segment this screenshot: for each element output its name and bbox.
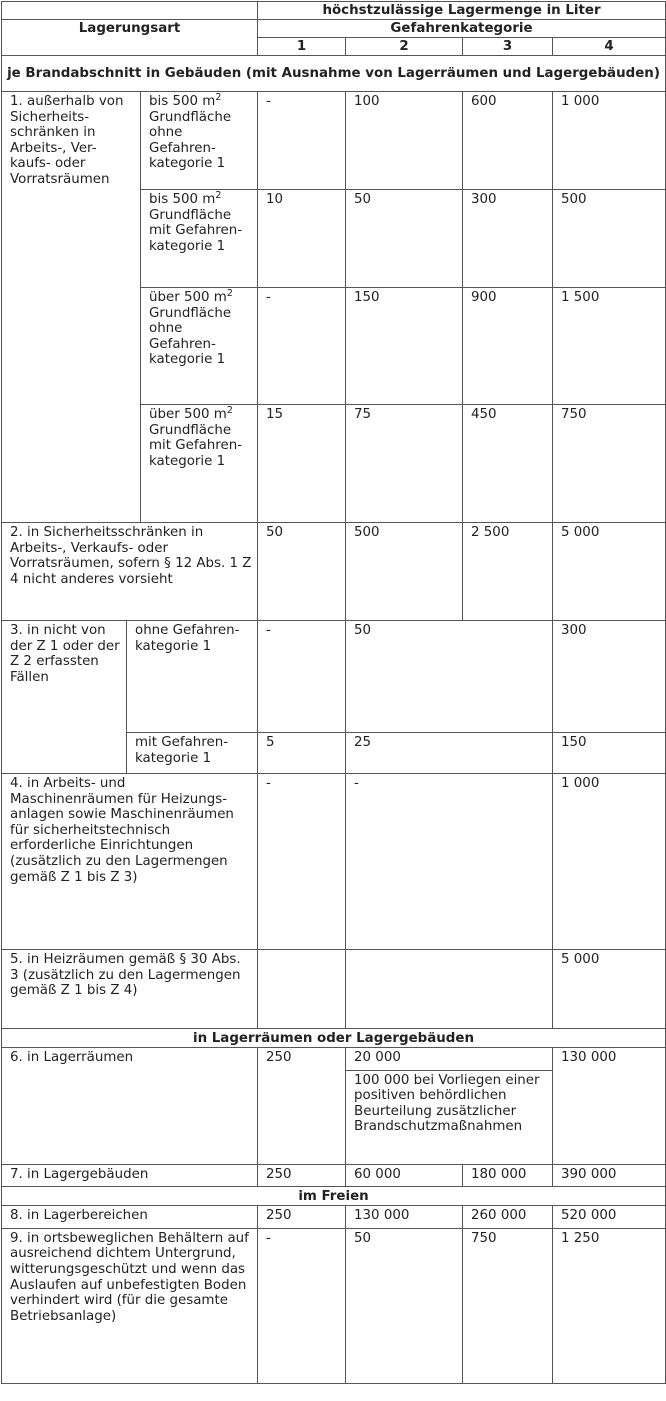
value-cell: - xyxy=(258,92,346,190)
header-max-amount: höchstzulässige Lagermenge in Liter xyxy=(258,2,666,20)
value-cell: 300 xyxy=(463,190,553,288)
value-note-cell: 100 000 bei Vorliegen einer positiven behördlichen Beurteilung zusätzlicher Brandschutzmaßnahmen xyxy=(346,1070,553,1164)
value-cell: 50 xyxy=(346,1228,463,1383)
value-cell: 390 000 xyxy=(553,1164,666,1187)
sub-label: über 500 $m^2$ Grundfläche mit Gefahren-kategorie 1 xyxy=(141,405,258,523)
value-cell: 750 xyxy=(463,1228,553,1383)
row-label: 8. in Lagerbereichen xyxy=(2,1206,258,1229)
value-cell: 5 000 xyxy=(553,523,666,621)
header-row-1 xyxy=(2,2,666,20)
row-label: 4. in Arbeits- und Maschinenräumen für Heizungs-anlagen sowie Maschinenräumen für sicherheitstechnisch erforderliche Einrichtungen (zusätzlich zu den Lagermengen gemäß Z 1 bis Z 3) xyxy=(2,774,258,950)
value-cell: 300 xyxy=(553,621,666,733)
header-category-3: 3 xyxy=(463,38,553,56)
sub-label: bis 500 $m^2$ Grundfläche mit Gefahren-kategorie 1 xyxy=(141,190,258,288)
row-label: 2. in Sicherheitsschränken in Arbeits-, Verkaufs- oder Vorratsräumen, sofern § 12 Abs. 1 Z 4 nicht anderes vorsieht xyxy=(2,523,258,621)
table-row xyxy=(2,1206,666,1229)
sub-label: bis 500 $m^2$ Grundfläche ohne Gefahren-kategorie 1 xyxy=(141,92,258,190)
value-cell: - xyxy=(258,621,346,733)
section-header-buildings: je Brandabschnitt in Gebäuden (mit Ausnahme von Lagerräumen und Lagergebäuden) xyxy=(2,56,666,92)
value-cell: 450 xyxy=(463,405,553,523)
value-cell: - xyxy=(258,1228,346,1383)
value-cell xyxy=(346,950,553,1029)
section-header-outdoor: im Freien xyxy=(2,1187,666,1206)
sub-label: ohne Gefahren-kategorie 1 xyxy=(127,621,258,733)
table-row xyxy=(2,92,666,190)
value-cell: 1 250 xyxy=(553,1228,666,1383)
section-row xyxy=(2,1029,666,1048)
table-row xyxy=(2,1228,666,1383)
header-storage-type: Lagerungsart xyxy=(2,20,258,56)
row-label: 3. in nicht von der Z 1 oder der Z 2 erfassten Fällen xyxy=(2,621,127,774)
value-cell: 900 xyxy=(463,288,553,405)
value-cell: 130 000 xyxy=(553,1048,666,1165)
value-cell: 250 xyxy=(258,1206,346,1229)
storage-limits-table xyxy=(1,1,666,1384)
header-category-2: 2 xyxy=(346,38,463,56)
value-cell: 60 000 xyxy=(346,1164,463,1187)
row-label: 5. in Heizräumen gemäß § 30 Abs. 3 (zusätzlich zu den Lagermengen gemäß Z 1 bis Z 4) xyxy=(2,950,258,1029)
value-cell: 15 xyxy=(258,405,346,523)
value-cell: 520 000 xyxy=(553,1206,666,1229)
value-cell: 100 xyxy=(346,92,463,190)
value-cell: 25 xyxy=(346,733,553,774)
value-cell: 260 000 xyxy=(463,1206,553,1229)
header-category-1: 1 xyxy=(258,38,346,56)
value-cell: 5 000 xyxy=(553,950,666,1029)
table-row xyxy=(2,774,666,950)
table-row xyxy=(2,621,666,733)
row-label: 9. in ortsbeweglichen Behältern auf ausreichend dichtem Untergrund, witterungsgeschützt und wenn das Auslaufen auf unbefestigten Boden verhindert wird (für die gesamte Betriebsanlage) xyxy=(2,1228,258,1383)
sub-label: mit Gefahren-kategorie 1 xyxy=(127,733,258,774)
value-cell: 1 500 xyxy=(553,288,666,405)
sub-label: über 500 $m^2$ Grundfläche ohne Gefahren-kategorie 1 xyxy=(141,288,258,405)
value-cell: 600 xyxy=(463,92,553,190)
value-cell: 500 xyxy=(553,190,666,288)
value-cell: 250 xyxy=(258,1048,346,1165)
value-cell: 50 xyxy=(258,523,346,621)
header-row-2 xyxy=(2,20,666,38)
row-label: 1. außerhalb von Sicherheits-schränken in Arbeits-, Ver-kaufs- oder Vorratsräumen xyxy=(2,92,141,523)
header-hazard-category: Gefahrenkategorie xyxy=(258,20,666,38)
value-cell: 1 000 xyxy=(553,92,666,190)
section-row xyxy=(2,56,666,92)
value-cell: 10 xyxy=(258,190,346,288)
section-row xyxy=(2,1187,666,1206)
value-cell: 1 000 xyxy=(553,774,666,950)
value-cell: - xyxy=(258,774,346,950)
value-cell: 150 xyxy=(553,733,666,774)
value-cell: 50 xyxy=(346,621,553,733)
table-row xyxy=(2,1164,666,1187)
value-cell: 2 500 xyxy=(463,523,553,621)
value-cell: 180 000 xyxy=(463,1164,553,1187)
header-empty-cell xyxy=(2,2,258,20)
value-cell: 20 000 xyxy=(346,1048,553,1071)
table-row xyxy=(2,1048,666,1071)
value-cell: 130 000 xyxy=(346,1206,463,1229)
value-cell: 250 xyxy=(258,1164,346,1187)
value-cell: 75 xyxy=(346,405,463,523)
value-cell: 5 xyxy=(258,733,346,774)
header-category-4: 4 xyxy=(553,38,666,56)
table-row xyxy=(2,950,666,1029)
section-header-storage: in Lagerräumen oder Lagergebäuden xyxy=(2,1029,666,1048)
value-cell: 150 xyxy=(346,288,463,405)
row-label: 7. in Lagergebäuden xyxy=(2,1164,258,1187)
value-cell: 750 xyxy=(553,405,666,523)
row-label: 6. in Lagerräumen xyxy=(2,1048,258,1165)
value-cell: - xyxy=(258,288,346,405)
table-row xyxy=(2,523,666,621)
value-cell xyxy=(258,950,346,1029)
value-cell: 50 xyxy=(346,190,463,288)
value-cell: 500 xyxy=(346,523,463,621)
value-cell: - xyxy=(346,774,553,950)
